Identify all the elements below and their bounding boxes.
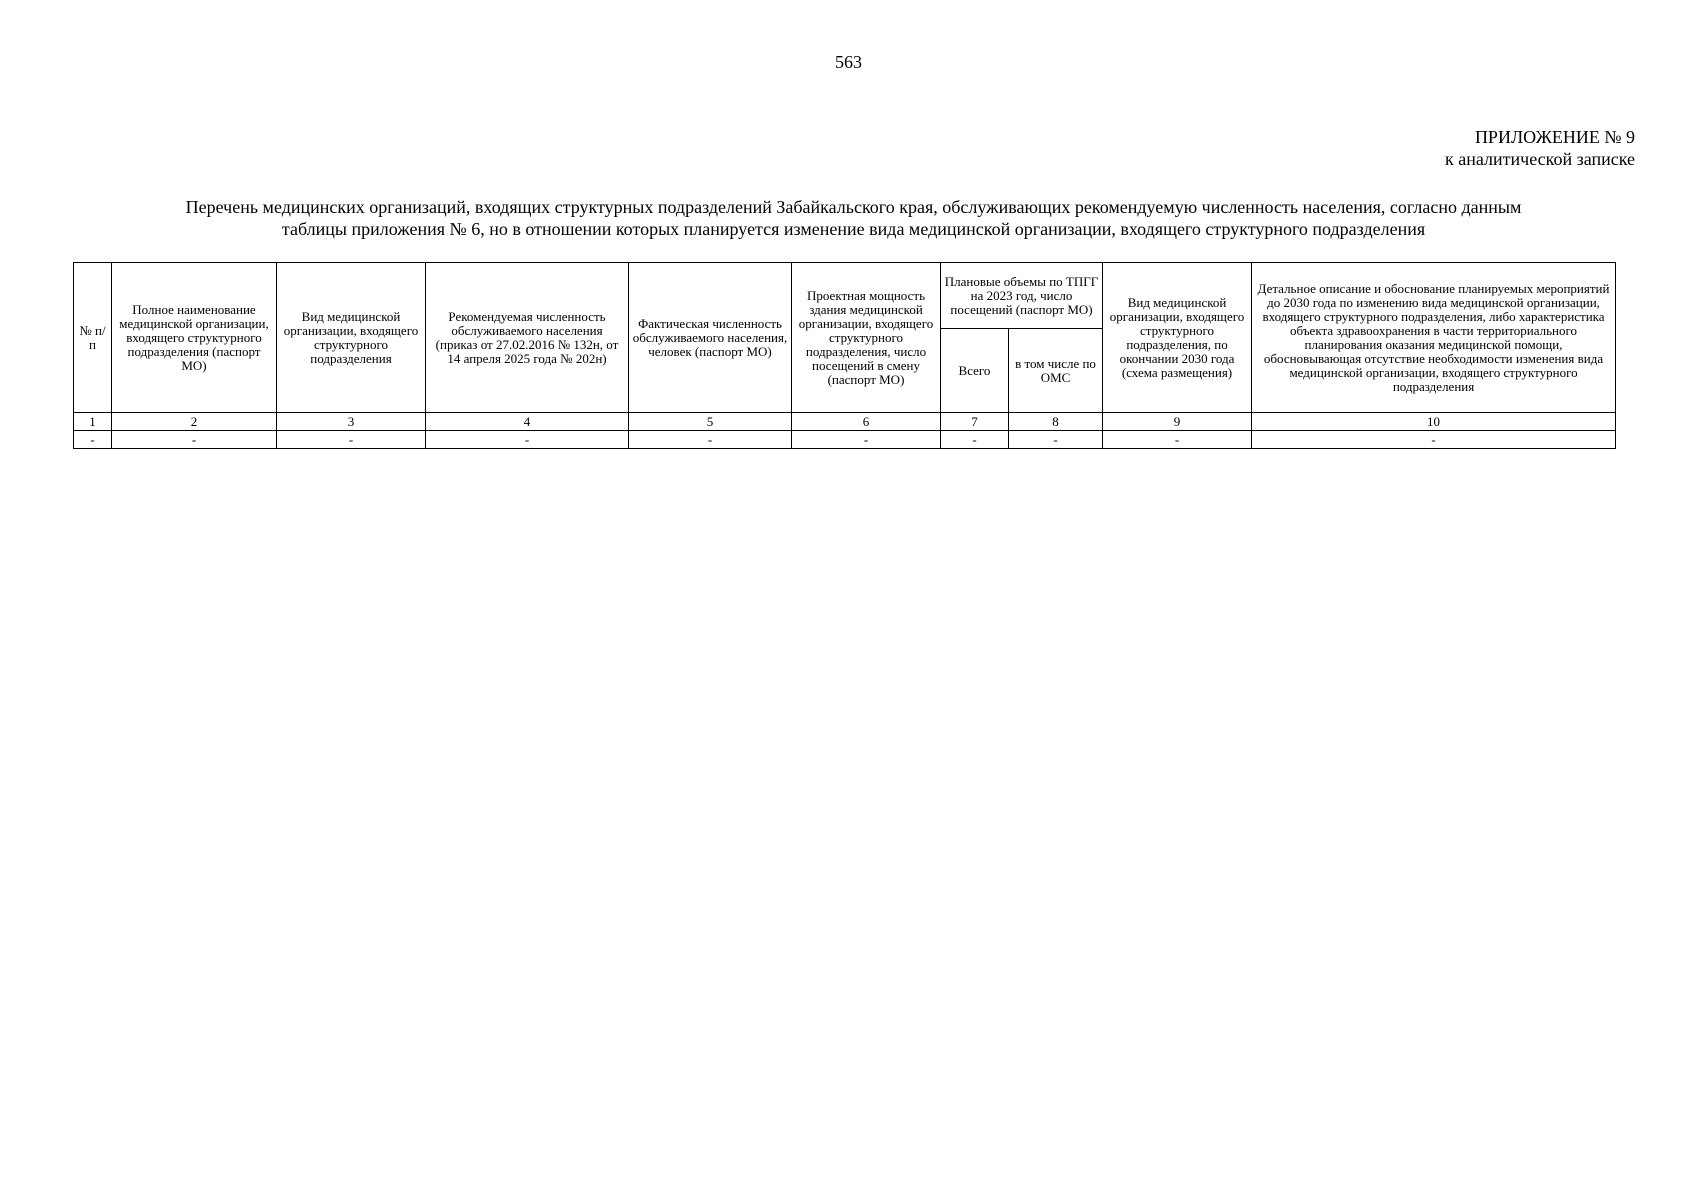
header-design-capacity: Проектная мощность здания медицинской организации, входящего структурного подразделения, число посещений в смену (паспорт МО)	[792, 263, 941, 413]
organizations-table	[73, 262, 1616, 449]
header-planned-total: Всего	[941, 329, 1009, 413]
table-cell: -	[1009, 431, 1103, 449]
column-number: 3	[277, 413, 426, 431]
column-number: 5	[629, 413, 792, 431]
appendix-subtitle: к аналитической записке	[1445, 149, 1635, 169]
document-title-line-1: Перечень медицинских организаций, входящих структурных подразделений Забайкальского края, обслуживающих рекомендуемую численность населения, согласно данным	[185, 197, 1522, 217]
document-title	[90, 196, 1617, 240]
header-organization-name: Полное наименование медицинской организации, входящего структурного подразделения (паспорт МО)	[112, 263, 277, 413]
table-cell: -	[1103, 431, 1252, 449]
header-organization-type: Вид медицинской организации, входящего структурного подразделения	[277, 263, 426, 413]
column-number: 9	[1103, 413, 1252, 431]
column-number: 4	[426, 413, 629, 431]
header-recommended-population: Рекомендуемая численность обслуживаемого населения (приказ от 27.02.2016 № 132н, от 14 апреля 2025 года № 202н)	[426, 263, 629, 413]
column-number: 2	[112, 413, 277, 431]
page-number: 563	[835, 52, 862, 72]
header-actual-population: Фактическая численность обслуживаемого населения, человек (паспорт МО)	[629, 263, 792, 413]
appendix-number: ПРИЛОЖЕНИЕ № 9	[1474, 127, 1635, 147]
table-cell: -	[74, 431, 112, 449]
table-cell: -	[426, 431, 629, 449]
column-number: 7	[941, 413, 1009, 431]
table-cell: -	[1252, 431, 1616, 449]
table-cell: -	[629, 431, 792, 449]
column-number: 10	[1252, 413, 1616, 431]
column-number: 1	[74, 413, 112, 431]
table-cell: -	[941, 431, 1009, 449]
header-detailed-description: Детальное описание и обоснование планируемых мероприятий до 2030 года по изменению вида медицинской организации, входящего структурного подразделения, либо характеристика объекта здравоохранения в части территориального планирования оказания медицинской помощи, обосновывающая отсутствие необходимости изменения вида медицинской организации, входящего структурного подразделения	[1252, 263, 1616, 413]
header-row-number: № п/п	[74, 263, 112, 413]
table-row	[74, 431, 1616, 449]
header-type-after-2030: Вид медицинской организации, входящего структурного подразделения, по окончании 2030 года (схема размещения)	[1103, 263, 1252, 413]
column-number: 8	[1009, 413, 1103, 431]
table-cell: -	[792, 431, 941, 449]
appendix-header	[1445, 126, 1635, 170]
column-number: 6	[792, 413, 941, 431]
table-header-row	[74, 263, 1616, 329]
header-planned-volumes: Плановые объемы по ТПГГ на 2023 год, число посещений (паспорт МО)	[941, 263, 1103, 329]
table-cell: -	[277, 431, 426, 449]
column-numbers-row	[74, 413, 1616, 431]
header-planned-oms: в том числе по ОМС	[1009, 329, 1103, 413]
document-title-line-2: таблицы приложения № 6, но в отношении которых планируется изменение вида медицинской организации, входящего структурного подразделения	[281, 219, 1426, 239]
table-cell: -	[112, 431, 277, 449]
